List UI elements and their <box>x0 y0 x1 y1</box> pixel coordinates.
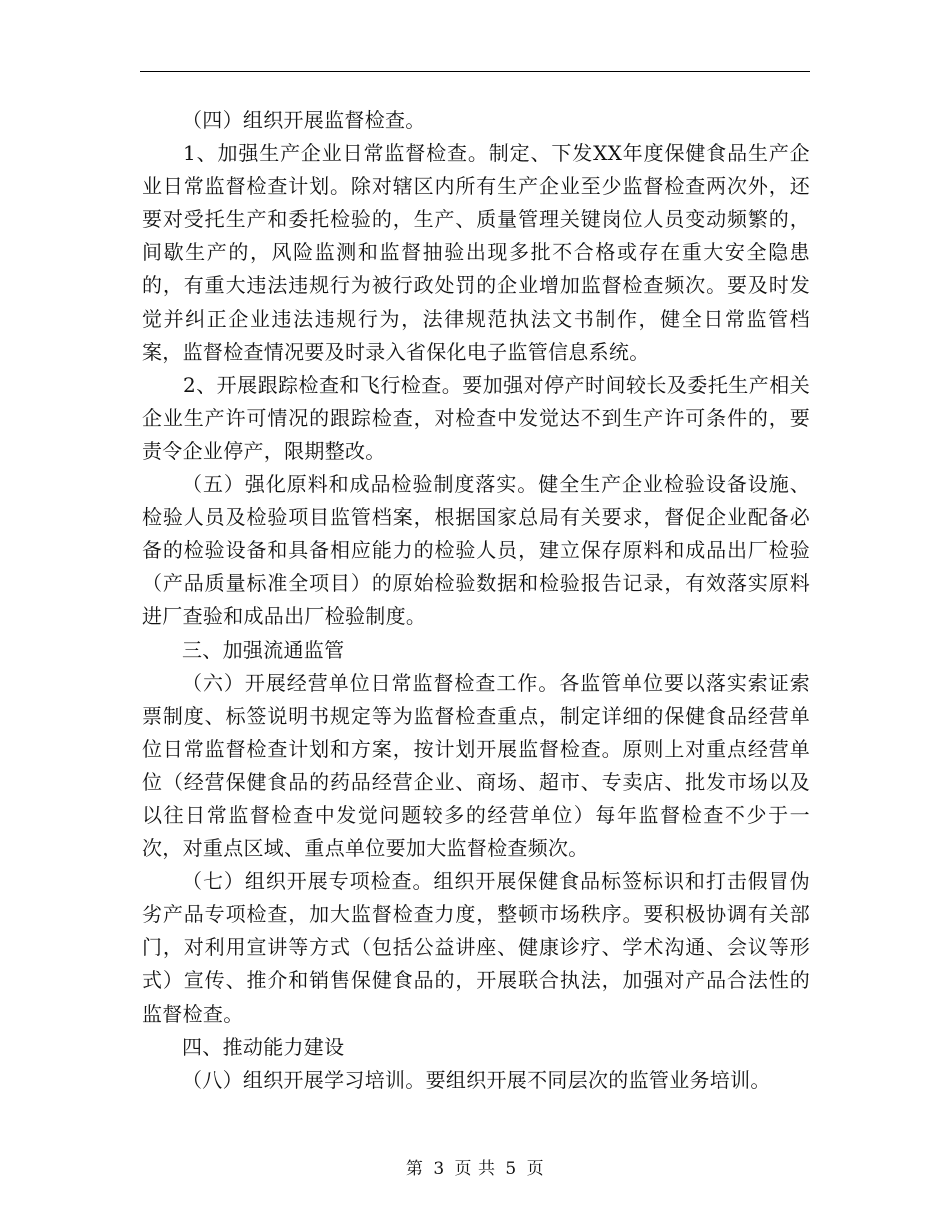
paragraph-5: （五）强化原料和成品检验制度落实。健全生产企业检验设备设施、检验人员及检验项目监管档案，根据国家总局有关要求，督促企业配备必备的检验设备和具备相应能力的检验人员，建立保存原料和成品出厂检验（产品质量标准全项目）的原始检验数据和检验报告记录，有效落实原料进厂查验和成品出厂检验制度。 <box>142 472 810 629</box>
paragraph-8: （八）组织开展学习培训。要组织开展不同层次的监管业务培训。 <box>182 1067 771 1092</box>
header-rule <box>140 71 810 72</box>
footer-prefix: 第 <box>405 1159 424 1179</box>
section-heading-4: （四）组织开展监督检查。 <box>182 108 426 132</box>
footer-total-pages: 5 <box>505 1159 517 1179</box>
section-heading-4-capacity: 四、推动能力建设 <box>182 1034 345 1059</box>
paragraph-7: （七）组织开展专项检查。组织开展保健食品标签标识和打击假冒伪劣产品专项检查，加大监督检查力度，整顿市场秩序。要积极协调有关部门，对利用宣讲等方式（包括公益讲座、健康诊疗、学术沟通、会议等形式）宣传、推介和销售保健食品的，开展联合执法，加强对产品合法性的监督检查。 <box>142 869 810 1026</box>
footer-suffix: 页 <box>526 1159 545 1179</box>
footer-page-number: 3 <box>433 1159 445 1179</box>
document-body <box>142 104 810 1097</box>
paragraph-2: 2、开展跟踪检查和飞行检查。要加强对停产时间较长及委托生产相关企业生产许可情况的跟踪检查，对检查中发觉达不到生产许可条件的，要责令企业停产，限期整改。 <box>142 372 810 463</box>
paragraph-6: （六）开展经营单位日常监督检查工作。各监管单位要以落实索证索票制度、标签说明书规定等为监督检查重点，制定详细的保健食品经营单位日常监督检查计划和方案，按计划开展监督检查。原则上对重点经营单位（经营保健食品的药品经营企业、商场、超市、专卖店、批发市场以及以往日常监督检查中发觉问题较多的经营单位）每年监督检查不少于一次，对重点区域、重点单位要加大监督检查频次。 <box>142 670 810 861</box>
page-footer <box>0 1154 950 1179</box>
section-heading-3: 三、加强流通监管 <box>182 637 345 662</box>
paragraph-1: 1、加强生产企业日常监督检查。制定、下发XX年度保健食品生产企业日常监督检查计划。除对辖区内所有生产企业至少监督检查两次外，还要对受托生产和委托检验的，生产、质量管理关键岗位人员变动频繁的，间歇生产的，风险监测和监督抽验出现多批不合格或存在重大安全隐患的，有重大违法违规行为被行政处罚的企业增加监督检查频次。要及时发觉并纠正企业违法违规行为，法律规范执法文书制作，健全日常监管档案，监督检查情况要及时录入省保化电子监管信息系统。 <box>142 141 810 364</box>
footer-middle: 页 共 <box>454 1159 496 1179</box>
